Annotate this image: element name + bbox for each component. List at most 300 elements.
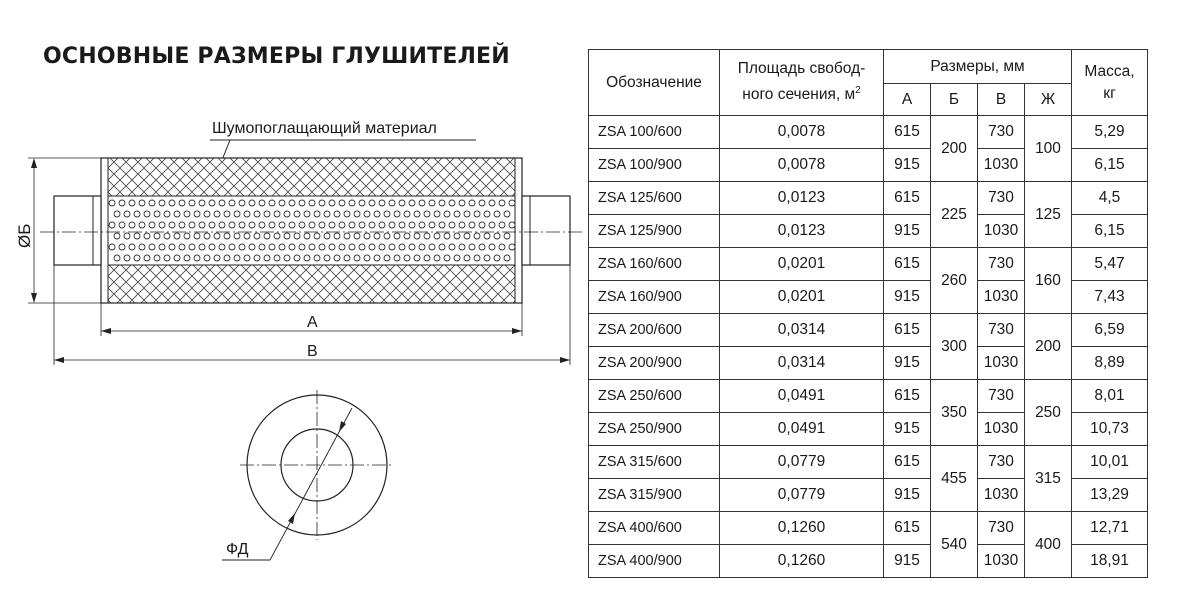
dim-a-arrow-right <box>512 328 522 334</box>
perforation-hole <box>284 255 290 261</box>
perforation-hole <box>254 255 260 261</box>
cell-v: 730 <box>978 512 1025 545</box>
perforation-hole <box>174 211 180 217</box>
perforation-hole <box>309 200 315 206</box>
perforation-hole <box>154 211 160 217</box>
cell-v: 1030 <box>978 545 1025 578</box>
perforation-hole <box>349 244 355 250</box>
perforation-hole <box>454 211 460 217</box>
perforation-hole <box>494 233 500 239</box>
perforation-hole <box>124 211 130 217</box>
perforation-hole <box>359 200 365 206</box>
dim-v-arrow-right <box>560 357 570 363</box>
perforation-hole <box>359 244 365 250</box>
cell-area: 0,0201 <box>720 248 884 281</box>
perforation-hole <box>294 211 300 217</box>
perforation-hole <box>229 222 235 228</box>
cell-b: 200 <box>931 116 978 182</box>
perforation-hole <box>169 244 175 250</box>
perforation-hole <box>289 222 295 228</box>
perforation-hole <box>179 222 185 228</box>
perforation-hole <box>369 222 375 228</box>
cell-zh: 250 <box>1025 380 1072 446</box>
cell-area: 0,0314 <box>720 314 884 347</box>
perforation-hole <box>294 255 300 261</box>
cell-mass: 18,91 <box>1072 545 1148 578</box>
perforation-hole <box>509 222 515 228</box>
perforation-hole <box>384 211 390 217</box>
cell-code: ZSA 200/600 <box>589 314 720 347</box>
cell-mass: 5,47 <box>1072 248 1148 281</box>
perforation-hole <box>254 233 260 239</box>
perforation-hole <box>509 244 515 250</box>
perforation-hole <box>484 255 490 261</box>
perforation-hole <box>414 233 420 239</box>
cell-code: ZSA 315/900 <box>589 479 720 512</box>
cell-code: ZSA 250/900 <box>589 413 720 446</box>
perforation-hole <box>249 222 255 228</box>
perforation-hole <box>474 255 480 261</box>
header-col-zh: Ж <box>1025 84 1072 116</box>
cell-a: 615 <box>884 182 931 215</box>
perforation-hole <box>159 200 165 206</box>
perforation-hole <box>419 222 425 228</box>
perforation-hole <box>194 211 200 217</box>
perforation-hole <box>509 200 515 206</box>
perforation-hole <box>424 255 430 261</box>
cell-mass: 12,71 <box>1072 512 1148 545</box>
perforation-hole <box>204 233 210 239</box>
perforation-hole <box>199 244 205 250</box>
cell-v: 730 <box>978 182 1025 215</box>
cell-area: 0,0123 <box>720 182 884 215</box>
perforation-hole <box>499 222 505 228</box>
perforation-hole <box>209 244 215 250</box>
perforation-hole <box>444 233 450 239</box>
perforation-hole <box>439 222 445 228</box>
perforation-hole <box>474 233 480 239</box>
cell-area: 0,0201 <box>720 281 884 314</box>
perforation-hole <box>374 211 380 217</box>
perforation-hole <box>109 200 115 206</box>
cell-mass: 6,59 <box>1072 314 1148 347</box>
cell-code: ZSA 200/900 <box>589 347 720 380</box>
cell-a: 915 <box>884 149 931 182</box>
perforation-hole <box>144 211 150 217</box>
cell-a: 915 <box>884 215 931 248</box>
perforation-hole <box>279 222 285 228</box>
cell-zh: 100 <box>1025 116 1072 182</box>
diam-d-label: ФД <box>226 541 249 558</box>
perforation-hole <box>389 244 395 250</box>
perforation-hole <box>279 244 285 250</box>
dim-a-arrow-left <box>101 328 111 334</box>
perforation-hole <box>449 222 455 228</box>
perforation-hole <box>324 211 330 217</box>
perforation-hole <box>244 233 250 239</box>
perforation-hole <box>124 255 130 261</box>
perforation-hole <box>344 233 350 239</box>
perforation-hole <box>224 255 230 261</box>
cell-code: ZSA 160/600 <box>589 248 720 281</box>
cell-a: 915 <box>884 479 931 512</box>
perforation-hole <box>184 255 190 261</box>
cell-a: 915 <box>884 413 931 446</box>
perforation-hole <box>209 222 215 228</box>
perforation-hole <box>204 255 210 261</box>
cell-v: 730 <box>978 314 1025 347</box>
perforation-hole <box>189 222 195 228</box>
perforation-hole <box>434 211 440 217</box>
perforation-hole <box>234 233 240 239</box>
perforation-hole <box>234 255 240 261</box>
dim-a-label: A <box>307 314 318 331</box>
cell-v: 730 <box>978 248 1025 281</box>
perforation-hole <box>359 222 365 228</box>
perforation-hole <box>319 200 325 206</box>
perforation-hole <box>299 244 305 250</box>
perforation-hole <box>319 222 325 228</box>
perforation-hole <box>214 233 220 239</box>
cell-a: 915 <box>884 347 931 380</box>
perforation-hole <box>299 200 305 206</box>
cell-v: 1030 <box>978 215 1025 248</box>
perforation-hole <box>214 255 220 261</box>
cell-mass: 6,15 <box>1072 215 1148 248</box>
perforation-hole <box>274 211 280 217</box>
cell-v: 730 <box>978 446 1025 479</box>
cell-area: 0,0779 <box>720 479 884 512</box>
cell-area: 0,0123 <box>720 215 884 248</box>
perforation-hole <box>464 233 470 239</box>
cell-mass: 4,5 <box>1072 182 1148 215</box>
perforation-hole <box>114 255 120 261</box>
top-absorber-layer <box>108 158 515 196</box>
table-row <box>589 446 1148 479</box>
perforation-hole <box>494 255 500 261</box>
perforation-hole <box>299 222 305 228</box>
cell-code: ZSA 400/600 <box>589 512 720 545</box>
cell-b: 540 <box>931 512 978 578</box>
perforation-hole <box>439 200 445 206</box>
perforation-hole <box>449 244 455 250</box>
perforation-hole <box>184 211 190 217</box>
perforation-hole <box>479 244 485 250</box>
perforation-hole <box>304 233 310 239</box>
dimensions-table <box>588 49 1148 578</box>
cell-zh: 400 <box>1025 512 1072 578</box>
dim-v-arrow-left <box>54 357 64 363</box>
perforation-hole <box>314 255 320 261</box>
perforation-hole <box>134 211 140 217</box>
perforation-hole <box>284 233 290 239</box>
table-row <box>589 116 1148 149</box>
perforation-hole <box>279 200 285 206</box>
cell-area: 0,0078 <box>720 116 884 149</box>
cell-a: 615 <box>884 380 931 413</box>
perforation-hole <box>114 233 120 239</box>
diam-b-label: ØБ <box>15 223 34 248</box>
perforation-hole <box>409 244 415 250</box>
cell-b: 300 <box>931 314 978 380</box>
perforation-hole <box>469 222 475 228</box>
perforation-hole <box>334 255 340 261</box>
perforation-hole <box>169 200 175 206</box>
perforation-hole <box>314 233 320 239</box>
perforation-hole <box>384 255 390 261</box>
perforation-hole <box>389 222 395 228</box>
perforation-hole <box>189 200 195 206</box>
perforation-hole <box>114 211 120 217</box>
perforation-hole <box>329 200 335 206</box>
perforation-hole <box>129 200 135 206</box>
perforation-hole <box>414 255 420 261</box>
perforation-hole <box>154 255 160 261</box>
cell-zh: 315 <box>1025 446 1072 512</box>
perforation-hole <box>429 200 435 206</box>
cell-v: 1030 <box>978 281 1025 314</box>
cell-mass: 8,01 <box>1072 380 1148 413</box>
perforation-hole <box>209 200 215 206</box>
cell-code: ZSA 315/600 <box>589 446 720 479</box>
perforation-hole <box>189 244 195 250</box>
perforation-hole <box>194 233 200 239</box>
perforation-hole <box>454 233 460 239</box>
table-row <box>589 182 1148 215</box>
perforation-hole <box>489 244 495 250</box>
perforation-hole <box>494 211 500 217</box>
right-pipe <box>522 196 570 265</box>
perforation-hole <box>159 244 165 250</box>
perforation-hole <box>314 211 320 217</box>
cell-a: 915 <box>884 545 931 578</box>
header-designation: Обозначение <box>589 50 720 116</box>
table-row <box>589 512 1148 545</box>
diam-b-arrow-bottom <box>31 293 37 303</box>
perforation-hole <box>219 200 225 206</box>
perforation-hole <box>409 200 415 206</box>
cell-area: 0,0491 <box>720 380 884 413</box>
cell-v: 1030 <box>978 479 1025 512</box>
header-area-sup: 2 <box>855 85 861 97</box>
perforation-hole <box>334 233 340 239</box>
perforation-hole <box>119 244 125 250</box>
header-col-v: В <box>978 84 1025 116</box>
perforation-hole <box>169 222 175 228</box>
perforation-hole <box>229 244 235 250</box>
perforation-hole <box>354 233 360 239</box>
perforation-hole <box>399 200 405 206</box>
perforation-hole <box>289 244 295 250</box>
perforation-hole <box>374 255 380 261</box>
perforation-hole <box>324 233 330 239</box>
perforation-hole <box>149 244 155 250</box>
cell-code: ZSA 400/900 <box>589 545 720 578</box>
diam-b-arrow-top <box>31 158 37 168</box>
header-sizes: Размеры, мм <box>884 50 1072 84</box>
perforation-hole <box>119 222 125 228</box>
perforation-hole <box>424 233 430 239</box>
perforation-hole <box>329 222 335 228</box>
perforation-hole <box>364 255 370 261</box>
perforation-hole <box>504 211 510 217</box>
perforation-hole <box>339 244 345 250</box>
perforation-hole <box>179 244 185 250</box>
perforation-hole <box>159 222 165 228</box>
cell-code: ZSA 125/600 <box>589 182 720 215</box>
cell-mass: 10,01 <box>1072 446 1148 479</box>
header-mass <box>1072 50 1148 116</box>
cell-a: 615 <box>884 116 931 149</box>
perforation-hole <box>219 222 225 228</box>
perforation-hole <box>439 244 445 250</box>
perforation-hole <box>434 255 440 261</box>
table-row <box>589 314 1148 347</box>
perforation-hole <box>259 200 265 206</box>
perforation-hole <box>354 255 360 261</box>
perforation-hole <box>474 211 480 217</box>
perforation-hole <box>364 233 370 239</box>
perforation-hole <box>384 233 390 239</box>
perforation-hole <box>379 244 385 250</box>
perforation-hole <box>124 233 130 239</box>
perforation-hole <box>394 233 400 239</box>
perforation-hole <box>479 200 485 206</box>
perforation-hole <box>409 222 415 228</box>
perforation-hole <box>404 255 410 261</box>
perforation-hole <box>344 211 350 217</box>
perforation-hole <box>144 255 150 261</box>
perforation-hole <box>459 222 465 228</box>
perforation-hole <box>349 200 355 206</box>
perforation-hole <box>354 211 360 217</box>
perforation-hole <box>264 233 270 239</box>
perforation-hole <box>334 211 340 217</box>
perforation-hole <box>249 244 255 250</box>
cell-code: ZSA 160/900 <box>589 281 720 314</box>
perforation-hole <box>149 200 155 206</box>
cell-v: 730 <box>978 116 1025 149</box>
cell-b: 455 <box>931 446 978 512</box>
perforation-hole <box>199 200 205 206</box>
perforation-hole <box>434 233 440 239</box>
cell-zh: 125 <box>1025 182 1072 248</box>
perforation-hole <box>274 233 280 239</box>
cell-zh: 160 <box>1025 248 1072 314</box>
cell-code: ZSA 125/900 <box>589 215 720 248</box>
perforation-hole <box>379 200 385 206</box>
perforation-hole <box>154 233 160 239</box>
perforation-hole <box>204 211 210 217</box>
cell-code: ZSA 100/900 <box>589 149 720 182</box>
cell-mass: 8,89 <box>1072 347 1148 380</box>
perforation-hole <box>259 222 265 228</box>
perforation-hole <box>174 255 180 261</box>
cell-v: 1030 <box>978 413 1025 446</box>
perforation-hole <box>264 211 270 217</box>
perforation-hole <box>239 222 245 228</box>
perforation-hole <box>229 200 235 206</box>
perforation-hole <box>269 200 275 206</box>
perforation-hole <box>469 200 475 206</box>
perforation-hole <box>339 222 345 228</box>
perforation-hole <box>364 211 370 217</box>
perforation-hole <box>504 233 510 239</box>
cell-mass: 6,15 <box>1072 149 1148 182</box>
perforation-hole <box>404 211 410 217</box>
header-area <box>720 50 884 116</box>
perforation-hole <box>269 222 275 228</box>
cell-b: 260 <box>931 248 978 314</box>
perforation-hole <box>444 255 450 261</box>
perforation-hole <box>249 200 255 206</box>
header-mass-line1: Масса, <box>1084 62 1135 80</box>
cell-area: 0,0779 <box>720 446 884 479</box>
perforation-hole <box>464 211 470 217</box>
perforation-hole <box>179 200 185 206</box>
table-row <box>589 248 1148 281</box>
perforation-hole <box>239 200 245 206</box>
perforation-hole <box>429 222 435 228</box>
perforation-hole <box>449 200 455 206</box>
perforation-hole <box>129 244 135 250</box>
perforation-hole <box>304 211 310 217</box>
page-title: ОСНОВНЫЕ РАЗМЕРЫ ГЛУШИТЕЛЕЙ <box>43 44 510 69</box>
perforation-hole <box>329 244 335 250</box>
perforation-hole <box>324 255 330 261</box>
perforation-hole <box>304 255 310 261</box>
cell-v: 1030 <box>978 149 1025 182</box>
perforation-hole <box>399 244 405 250</box>
perforation-hole <box>254 211 260 217</box>
perforation-hole <box>489 222 495 228</box>
perforation-hole <box>344 255 350 261</box>
perforation-hole <box>224 211 230 217</box>
perforation-hole <box>339 200 345 206</box>
perforation-hole <box>369 244 375 250</box>
perforation-hole <box>134 255 140 261</box>
perforation-hole <box>414 211 420 217</box>
perforation-hole <box>374 233 380 239</box>
perforation-hole <box>164 255 170 261</box>
header-area-line2: ного сечения, м <box>742 86 856 104</box>
cell-zh: 200 <box>1025 314 1072 380</box>
material-label: Шумопоглащающий материал <box>212 120 437 137</box>
cell-v: 730 <box>978 380 1025 413</box>
perforation-hole <box>459 244 465 250</box>
perforation-hole <box>389 200 395 206</box>
perforation-hole <box>244 211 250 217</box>
perforation-hole <box>369 200 375 206</box>
perforation-hole <box>484 233 490 239</box>
perforation-hole <box>504 255 510 261</box>
perforation-hole <box>199 222 205 228</box>
perforation-hole <box>464 255 470 261</box>
perforation-hole <box>444 211 450 217</box>
cell-a: 615 <box>884 248 931 281</box>
left-pipe <box>54 196 101 265</box>
table-row <box>589 380 1148 413</box>
cell-area: 0,1260 <box>720 545 884 578</box>
perforation-hole <box>419 200 425 206</box>
perforation-hole <box>214 211 220 217</box>
perforation-hole <box>144 233 150 239</box>
perforation-hole <box>264 255 270 261</box>
perforation-hole <box>129 222 135 228</box>
perforation-hole <box>274 255 280 261</box>
perforation-hole <box>109 244 115 250</box>
header-col-b: Б <box>931 84 978 116</box>
